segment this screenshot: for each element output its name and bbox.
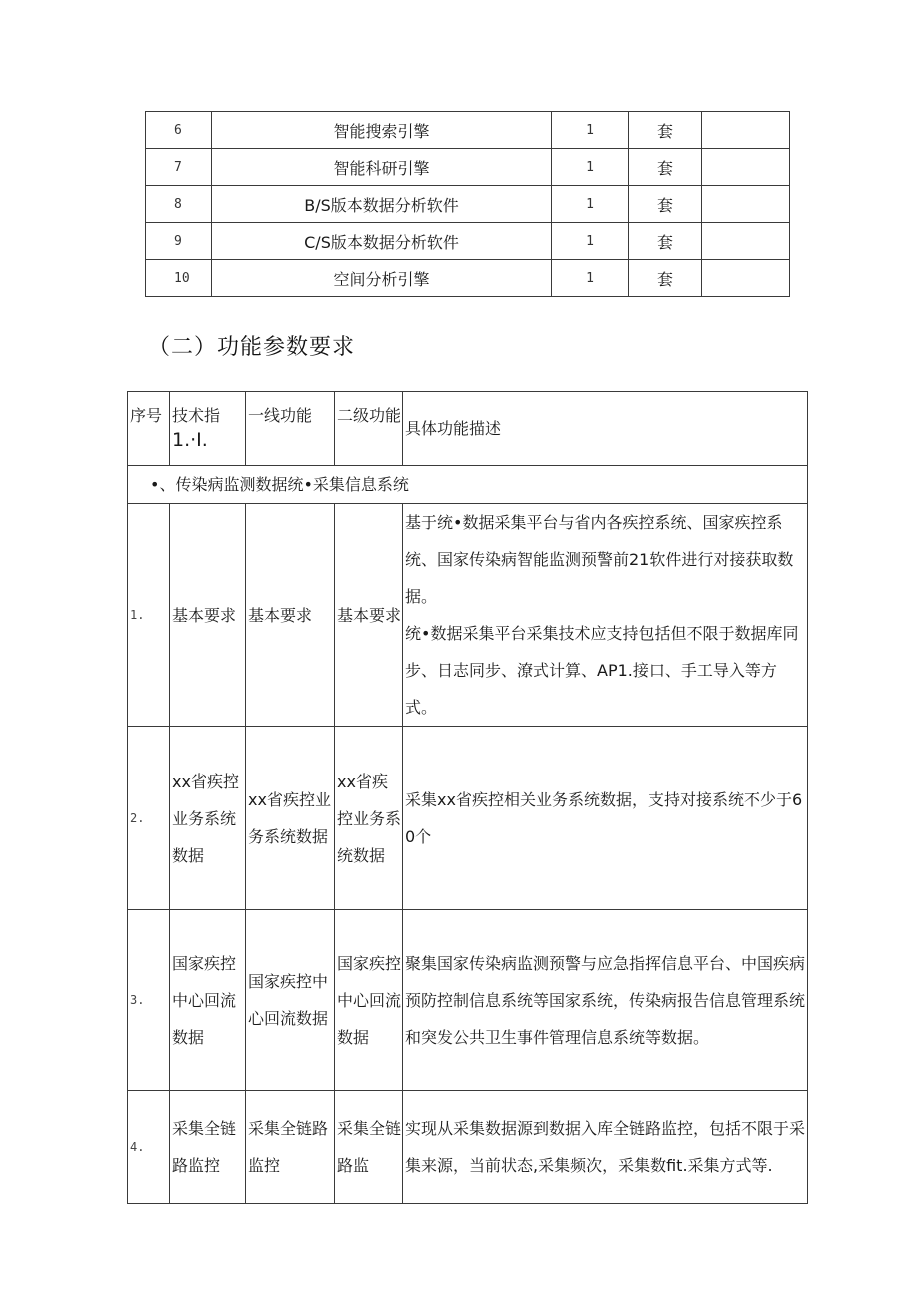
equipment-list-table xyxy=(145,111,790,297)
level2-function: xx省疾控业务系统数据 xyxy=(335,727,403,910)
function-description xyxy=(403,504,808,727)
row-number: 7 xyxy=(146,149,212,186)
header-tech-line1: 技术指 xyxy=(172,406,221,425)
header-level1: 一线功能 xyxy=(246,392,335,466)
item-note xyxy=(702,260,790,297)
row-number: 3. xyxy=(128,910,170,1091)
level2-function: 基本要求 xyxy=(335,504,403,727)
level2-function: 国家疾控中心回流数据 xyxy=(335,910,403,1091)
item-note xyxy=(702,149,790,186)
item-unit: 套 xyxy=(629,149,702,186)
row-number: 2. xyxy=(128,727,170,910)
item-unit: 套 xyxy=(629,260,702,297)
header-level2: 二级功能 xyxy=(335,392,403,466)
item-name: B/S版本数据分析软件 xyxy=(212,186,552,223)
item-unit: 套 xyxy=(629,223,702,260)
tech-indicator: 采集全链路监控 xyxy=(170,1091,246,1204)
item-quantity: 1 xyxy=(552,223,629,260)
section-heading: （二）功能参数要求 xyxy=(148,335,356,360)
level1-function: 基本要求 xyxy=(246,504,335,727)
item-quantity: 1 xyxy=(552,112,629,149)
group-row xyxy=(128,466,808,504)
table-row xyxy=(146,260,790,297)
table-row xyxy=(146,223,790,260)
item-quantity: 1 xyxy=(552,186,629,223)
table-row xyxy=(146,149,790,186)
item-name: 智能搜索引擎 xyxy=(212,112,552,149)
row-number: 6 xyxy=(146,112,212,149)
row-number: 8 xyxy=(146,186,212,223)
item-quantity: 1 xyxy=(552,260,629,297)
table-row xyxy=(128,910,808,1091)
row-number: 10 xyxy=(146,260,212,297)
tech-indicator: 基本要求 xyxy=(170,504,246,727)
level2-function: 采集全链路监 xyxy=(335,1091,403,1204)
item-note xyxy=(702,112,790,149)
row-number: 9 xyxy=(146,223,212,260)
function-parameter-table xyxy=(127,391,808,1204)
item-unit: 套 xyxy=(629,112,702,149)
table-row xyxy=(128,504,808,727)
function-description: 实现从采集数据源到数据入库全链路监控，包括不限于采集来源，当前状态,采集频次，采集数fit.采集方式等. xyxy=(403,1091,808,1204)
level1-function: xx省疾控业务系统数据 xyxy=(246,727,335,910)
header-tech-line2: 1.·I. xyxy=(172,429,208,451)
table-row xyxy=(128,727,808,910)
item-note xyxy=(702,223,790,260)
item-name: 智能科研引擎 xyxy=(212,149,552,186)
table-row xyxy=(146,186,790,223)
level1-function: 采集全链路监控 xyxy=(246,1091,335,1204)
item-name: C/S版本数据分析软件 xyxy=(212,223,552,260)
item-quantity: 1 xyxy=(552,149,629,186)
header-desc: 具体功能描述 xyxy=(403,392,808,466)
table-row xyxy=(146,112,790,149)
header-tech xyxy=(170,392,246,466)
table-header-row xyxy=(128,392,808,466)
tech-indicator: 国家疾控中心回流数据 xyxy=(170,910,246,1091)
description-paragraph: 统•数据采集平台采集技术应支持包括但不限于数据库同步、日志同步、潦式计算、AP1.接口、手工导入等方式。 xyxy=(405,624,799,717)
function-description: 聚集国家传染病监测预警与应急指挥信息平台、中国疾病预防控制信息系统等国家系统，传染病报告信息管理系统和突发公共卫生事件管理信息系统等数据。 xyxy=(403,910,808,1091)
group-title: •、传染病监测数据统•采集信息系统 xyxy=(128,466,808,504)
row-number: 4. xyxy=(128,1091,170,1204)
row-number: 1. xyxy=(128,504,170,727)
table-row xyxy=(128,1091,808,1204)
item-unit: 套 xyxy=(629,186,702,223)
item-name: 空间分析引擎 xyxy=(212,260,552,297)
header-seq: 序号 xyxy=(128,392,170,466)
level1-function: 国家疾控中心回流数据 xyxy=(246,910,335,1091)
tech-indicator: xx省疾控业务系统数据 xyxy=(170,727,246,910)
item-note xyxy=(702,186,790,223)
description-paragraph: 基于统•数据采集平台与省内各疾控系统、国家疾控系统、国家传染病智能监测预警前21软件进行对接获取数据。 xyxy=(405,513,794,606)
function-description: 采集xx省疾控相关业务系统数据，支持对接系统不少于60个 xyxy=(403,727,808,910)
